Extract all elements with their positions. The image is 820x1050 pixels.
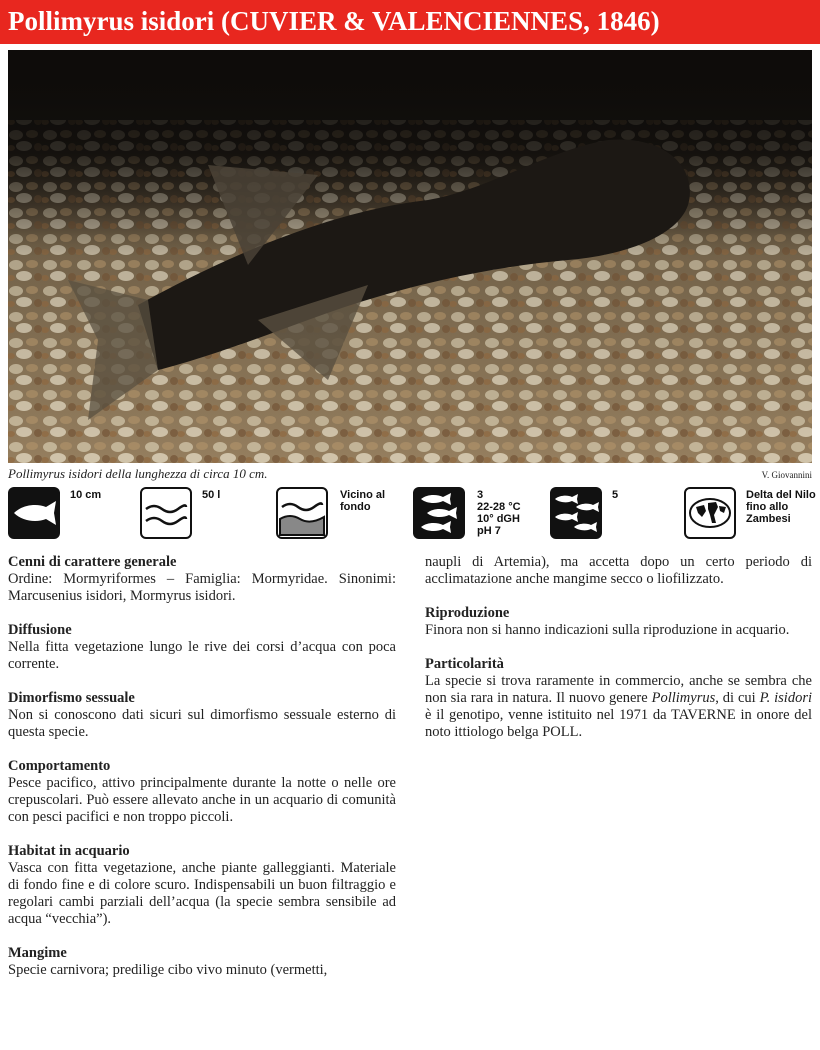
title-bar — [0, 0, 820, 44]
fish-length-icon — [8, 487, 60, 539]
length-value: 10 cm — [70, 489, 102, 501]
left-column — [8, 554, 396, 979]
section-heading: Mangime — [8, 945, 67, 961]
section-heading: Particolarità — [425, 656, 504, 672]
photo-credit: V. Giovannini — [761, 470, 812, 480]
zone-label: Vicino al fondo — [340, 489, 386, 513]
section-heading: Diffusione — [8, 622, 72, 638]
water-values: 3 22-28 °C 10° dGH pH 7 — [477, 489, 521, 537]
tank-volume-icon — [140, 487, 192, 539]
section-particulars — [425, 656, 812, 741]
section-body: Vasca con fitta vegetazione, anche piante galleggianti. Materiale di fondo fine e di colore scuro. Indispensabili un buon filtraggio e regolari cambi parziali dell’acqua (la specie sembra sensibile ad acqua “vecchia”). — [8, 860, 396, 927]
section-body: Specie carnivora; predilige cibo vivo minuto (vermetti, — [8, 962, 328, 978]
group-value: 5 — [612, 489, 619, 501]
section-reproduction — [425, 605, 812, 639]
section-general — [8, 554, 396, 605]
water-parameters-icon — [413, 487, 465, 539]
volume-value: 50 l — [202, 489, 221, 501]
species-name: P. isidori — [759, 690, 813, 706]
photo-caption: Pollimyrus isidori della lunghezza di circa 10 cm. — [8, 466, 268, 481]
world-map-icon — [684, 487, 736, 539]
section-behaviour — [8, 758, 396, 826]
section-body: naupli di Artemia), ma accetta dopo un certo periodo di acclimatazione anche mangime secco o liofilizzato. — [425, 554, 812, 587]
fish-photo — [8, 50, 812, 463]
section-food-continued — [425, 554, 812, 588]
section-heading: Comportamento — [8, 758, 111, 774]
section-body: Nella fitta vegetazione lungo le rive dei corsi d’acqua con poca corrente. — [8, 639, 396, 672]
section-heading: Cenni di carattere generale — [8, 554, 177, 570]
section-distribution — [8, 622, 396, 673]
section-body: Non si conoscono dati sicuri sul dimorfismo sessuale esterno di questa specie. — [8, 707, 396, 740]
section-food — [8, 945, 396, 979]
genus-name: Pollimyrus — [651, 690, 716, 706]
page-title: Pollimyrus isidori (CUVIER & VALENCIENNES, 1846) — [8, 6, 660, 36]
section-body: La specie si trova raramente in commercio, anche se sembra che non sia rara in natura. Il nuovo genere Pollimyrus, di cui P. isidori è il genotipo, venne istituito nel 1971 da TAVERNE in onore del noto ittiologo belga POLL. — [425, 673, 813, 740]
section-body: Pesce pacifico, attivo principalmente durante la notte o nelle ore crepuscolari. Può essere allevato anche in un acquario di comunità con pesci pacifici e non troppo piccoli. — [8, 775, 396, 825]
section-heading: Riproduzione — [425, 605, 510, 621]
swim-zone-icon — [276, 487, 328, 539]
section-habitat — [8, 843, 396, 928]
section-body: Finora non si hanno indicazioni sulla riproduzione in acquario. — [425, 622, 790, 638]
origin-label: Delta del Nilo fino allo Zambesi — [746, 489, 816, 525]
section-heading: Dimorfismo sessuale — [8, 690, 135, 706]
section-body: Ordine: Mormyriformes – Famiglia: Mormyridae. Sinonimi: Marcusenius isidori, Mormyrus isidori. — [8, 571, 396, 604]
right-column — [425, 554, 812, 758]
section-dimorphism — [8, 690, 396, 741]
section-heading: Habitat in acquario — [8, 843, 130, 859]
group-fish-icon — [550, 487, 602, 539]
